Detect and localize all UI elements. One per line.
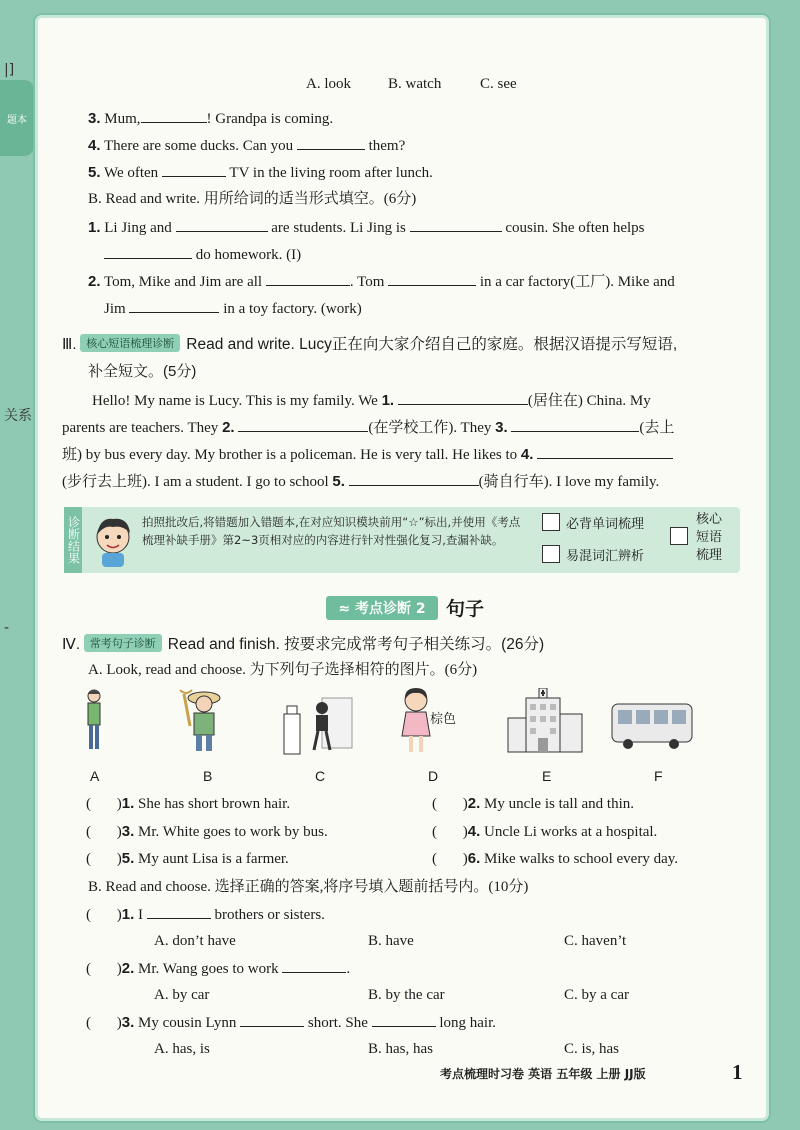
answer-blank[interactable] xyxy=(297,135,365,150)
diagnosis-text: 拍照批改后,将错题加入错题本,在对应知识模块前用“☆”标出,并使用《考点梳理补缺手册》第2~3页相对应的内容进行针对性强化复习,查漏补缺。 xyxy=(142,515,521,547)
choice-3-option-c[interactable]: C. is, has xyxy=(564,1041,620,1057)
answer-blank[interactable] xyxy=(398,390,528,405)
answer-blank[interactable] xyxy=(240,1012,304,1027)
side-mark-mid: 关系 xyxy=(4,408,32,424)
answer-bracket[interactable] xyxy=(95,1013,117,1027)
prev-option-a: A. look xyxy=(306,76,351,92)
checkbox-confusable-words[interactable]: 易混词汇辨析 xyxy=(542,545,644,564)
answer-bracket[interactable] xyxy=(441,822,463,836)
answer-blank[interactable] xyxy=(537,444,673,459)
checkbox-box[interactable] xyxy=(542,513,560,531)
answer-blank[interactable] xyxy=(147,904,211,919)
choice-1-option-b[interactable]: B. have xyxy=(368,933,414,949)
answer-bracket[interactable] xyxy=(95,822,117,836)
answer-bracket[interactable] xyxy=(95,905,117,919)
partB-q2-line2: Jim in a toy factory. (work) xyxy=(104,298,362,319)
choice-item-1: ( )1. I brothers or sisters. xyxy=(86,906,325,923)
fill-item-3: 3. Mum, ! Grandpa is coming. xyxy=(88,110,334,127)
answer-bracket[interactable] xyxy=(95,959,117,973)
side-tab[interactable] xyxy=(0,80,34,156)
answer-bracket[interactable] xyxy=(441,849,463,863)
diagnosis-label: 诊断结果 xyxy=(64,507,82,573)
choice-2-option-a[interactable]: A. by car xyxy=(154,987,210,1003)
checkbox-must-words[interactable]: 必背单词梳理 xyxy=(542,513,644,532)
passage-line-3: 班) by bus every day. My brother is a policeman. He is very tall. He likes to 4. xyxy=(62,444,673,465)
answer-bracket[interactable] xyxy=(95,794,117,808)
fill-item-5: 5. We often TV in the living room after lunch. xyxy=(88,164,433,181)
fill-item-4: 4. There are some ducks. Can you them? xyxy=(88,137,406,154)
answer-bracket[interactable] xyxy=(441,794,463,808)
bus-picture xyxy=(610,700,694,750)
section-3-tag: 核心短语梳理诊断 xyxy=(80,334,180,352)
match-item-2: ( )2. My uncle is tall and thin. xyxy=(432,795,634,812)
answer-blank[interactable] xyxy=(176,217,268,232)
cartoon-boy-icon xyxy=(90,513,136,569)
answer-blank[interactable] xyxy=(162,162,226,177)
section-4-heading: Ⅳ. 常考句子诊断 Read and finish. 按要求完成常考句子相关练习。(26分) xyxy=(62,636,545,653)
section-3-heading-2: 补全短文。(5分) xyxy=(88,363,197,380)
answer-blank[interactable] xyxy=(282,958,346,973)
answer-blank[interactable] xyxy=(104,244,192,259)
partB-title: B. Read and write. 用所给词的适当形式填空。(6分) xyxy=(88,191,417,207)
answer-blank[interactable] xyxy=(266,271,350,286)
match-item-6: ( )6. Mike walks to school every day. xyxy=(432,850,678,867)
passage-line-1: Hello! My name is Lucy. This is my family. We 1. (居住在) China. My xyxy=(92,392,651,409)
answer-blank[interactable] xyxy=(388,271,476,286)
answer-blank[interactable] xyxy=(349,471,479,486)
answer-blank[interactable] xyxy=(129,298,219,313)
tall-thin-man-picture xyxy=(82,688,106,754)
prev-option-c: C. see xyxy=(480,76,517,92)
choice-item-3: ( )3. My cousin Lynn short. She long hair. xyxy=(86,1014,497,1031)
choice-3-option-a[interactable]: A. has, is xyxy=(154,1041,210,1057)
side-tab-label: 题本 xyxy=(7,114,27,126)
section-4-tag: 常考句子诊断 xyxy=(84,634,162,652)
page-number: 1 xyxy=(732,1060,743,1084)
choice-1-option-a[interactable]: A. don’t have xyxy=(154,933,236,949)
answer-blank[interactable] xyxy=(410,217,502,232)
checkbox-box[interactable] xyxy=(542,545,560,563)
match-item-1: ( )1. She has short brown hair. xyxy=(86,795,291,812)
choice-2-option-b[interactable]: B. by the car xyxy=(368,987,445,1003)
diagnosis-panel xyxy=(64,507,740,573)
part-A-title: A. Look, read and choose. 为下列句子选择相符的图片。(6分) xyxy=(88,662,478,678)
part-B-title: B. Read and choose. 选择正确的答案,将序号填入题前括号内。(10分) xyxy=(88,879,529,895)
checkbox-core-phrases[interactable] xyxy=(670,527,694,546)
picture-label-b: B xyxy=(203,768,213,784)
answer-blank[interactable] xyxy=(372,1012,436,1027)
choice-2-option-c[interactable]: C. by a car xyxy=(564,987,629,1003)
match-item-3: ( )3. Mr. White goes to work by bus. xyxy=(86,823,328,840)
picture-label-c: C xyxy=(315,768,326,784)
choice-1-option-c[interactable]: C. haven’t xyxy=(564,933,627,949)
match-item-5: ( )5. My aunt Lisa is a farmer. xyxy=(86,850,289,867)
footer-text: 考点梳理时习卷 英语 五年级 上册 JJ版 xyxy=(440,1067,646,1081)
partB-q1-line1: 1. Li Jing and are students. Li Jing is cousin. She often helps xyxy=(88,219,645,236)
checkbox-core-phrases-label: 核心 短语 梳理 xyxy=(696,512,723,563)
section-3-heading: Ⅲ. 核心短语梳理诊断 Read and write. Lucy正在向大家介绍自己的家庭。根据汉语提示写短语, xyxy=(62,336,678,353)
passage-line-2: parents are teachers. They 2. (在学校工作). They 3. (去上 xyxy=(62,419,675,436)
prev-option-b: B. watch xyxy=(388,76,442,92)
choice-3-option-b[interactable]: B. has, has xyxy=(368,1041,433,1057)
farmer-woman-picture xyxy=(176,686,236,758)
section-banner-title: 句子 xyxy=(446,598,485,620)
partB-q1-line2: do homework. (I) xyxy=(104,244,301,265)
hospital-picture xyxy=(506,688,586,754)
side-mark-top: |] xyxy=(4,62,15,78)
answer-blank[interactable] xyxy=(511,417,639,432)
passage-line-4: (步行去上班). I am a student. I go to school 5. (骑自行车). I love my family. xyxy=(62,473,660,490)
match-item-4: ( )4. Uncle Li works at a hospital. xyxy=(432,823,658,840)
answer-blank[interactable] xyxy=(238,417,368,432)
section-banner: ≈ 考点诊断 2 xyxy=(326,596,438,620)
checkbox-box[interactable] xyxy=(670,527,688,545)
answer-blank[interactable] xyxy=(141,108,207,123)
choice-item-2: ( )2. Mr. Wang goes to work . xyxy=(86,960,351,977)
picture-label-a: A xyxy=(90,768,100,784)
answer-bracket[interactable] xyxy=(95,849,117,863)
boy-walking-to-school-picture xyxy=(282,690,354,756)
picture-label-f: F xyxy=(654,768,663,784)
picture-label-d: D xyxy=(428,768,439,784)
partB-q2-line1: 2. Tom, Mike and Jim are all . Tom in a car factory(工厂). Mike and xyxy=(88,273,675,290)
side-mark-dash: - xyxy=(4,620,10,636)
picture-label-e: E xyxy=(542,768,552,784)
brown-note: 棕色 xyxy=(430,712,457,727)
